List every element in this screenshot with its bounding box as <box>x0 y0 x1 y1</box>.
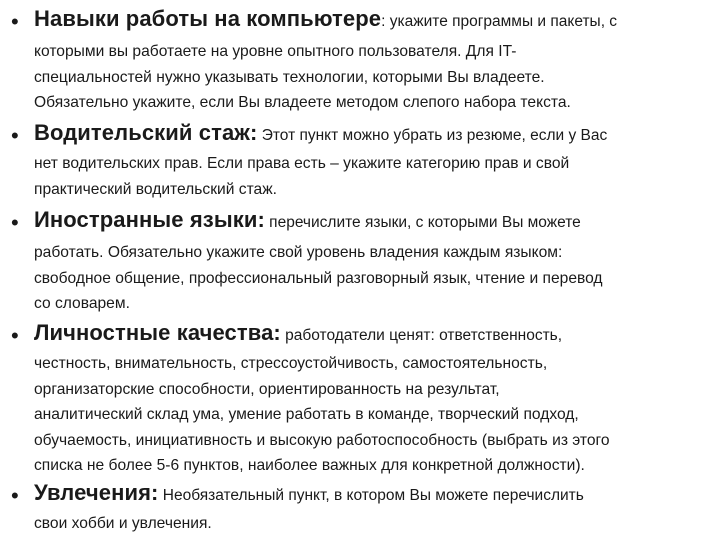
bullet-icon: • <box>11 483 19 508</box>
section-lead-text: перечислите языки, с которыми Вы можете <box>264 214 581 231</box>
section-lead-text: Этот пункт можно убрать из резюме, если у Вас <box>257 127 608 144</box>
section-heading: Водительский стаж: <box>34 120 258 145</box>
section-body-text: работать. Обязательно укажите свой уровень владения каждым языком: свободное общение, профессиональный разговорный язык, чтение и перевод со словарем. <box>34 244 603 313</box>
section-heading: Увлечения: <box>34 480 159 505</box>
section-lead-text: Необязательный пункт, в котором Вы можете перечислить <box>158 487 584 504</box>
bullet-icon: • <box>11 210 19 235</box>
section-foreign-languages <box>0 207 720 313</box>
section-hobbies <box>0 480 720 532</box>
section-body-text: свои хобби и увлечения. <box>34 515 212 532</box>
section-personal-qualities <box>0 320 720 475</box>
section-heading: Навыки работы на компьютере <box>34 6 382 31</box>
section-body-text: нет водительских прав. Если права есть – укажите категорию прав и свой практический водительский стаж. <box>34 155 570 198</box>
section-body-text: честность, внимательность, стрессоустойчивость, самостоятельность, организаторские способности, ориентированность на результат, аналитический склад ума, умение работать в команде, творческий подход, обучаемость, инициативность и высокую работоспособность (выбрать из этого списка не более 5-6 пунктов, наиболее важных для конкретной должности). <box>34 355 610 475</box>
section-heading: Иностранные языки: <box>34 207 265 232</box>
section-lead-text: работодатели ценят: ответственность, <box>280 327 563 344</box>
section-body-text: которыми вы работаете на уровне опытного пользователя. Для IT- специальностей нужно указывать технологии, которыми Вы владеете. Обязательно укажите, если Вы владеете методом слепого набора текста. <box>34 43 571 112</box>
section-computer-skills <box>0 6 720 112</box>
section-heading: Личностные качества: <box>34 320 281 345</box>
bullet-icon: • <box>11 323 19 348</box>
bullet-icon: • <box>11 123 19 148</box>
bullet-icon: • <box>11 9 19 34</box>
section-driving-experience <box>0 120 720 198</box>
section-lead-text: : укажите программы и пакеты, с <box>381 13 618 30</box>
